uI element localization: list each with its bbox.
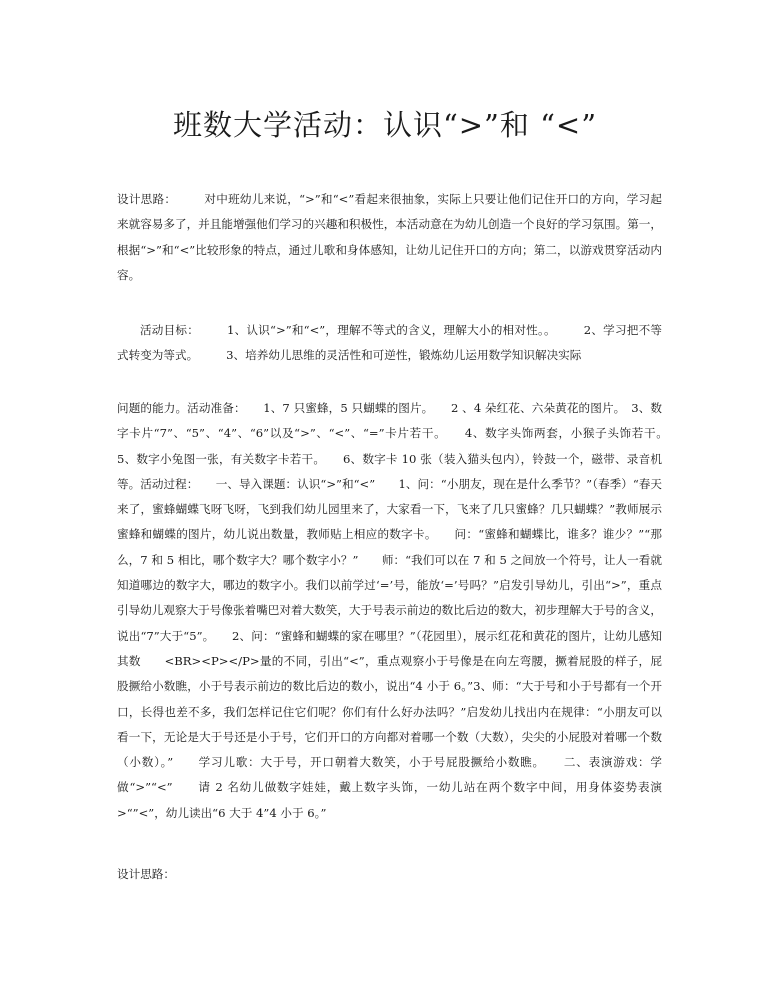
design-idea-paragraph: [117, 187, 662, 288]
objective-item-3: 3、培养幼儿思维的灵活性和可逆性，锻炼幼儿运用数学知识解决实际: [226, 348, 582, 363]
activity-body-paragraph: 问题的能力。活动准备： 1、7 只蜜蜂，5 只蝴蝶的图片。 2 、4 朵红花、六朵黄花的图片。 3、数字卡片“7”、“5”、“4”、“6”以及“>”、“<”、“=”卡片若干。 4、数字头饰两套，小猴子头饰若干。 5、数字小兔图一张，有关数字卡若干。 6、数字卡 10 张（装入猫头包内），铃鼓一个，磁带、录音机等。活动过程： 一、导入课题：认识“>”和“<” 1、问：“小朋友，现在是什么季节？”（春季）“春天来了，蜜蜂蝴蝶飞呀飞呀，飞到我们幼儿园里来了，大家看一下，飞来了几只蜜蜂？几只蝴蝶？”教师展示蜜蜂和蝴蝶的图片，幼儿说出数量，教师贴上相应的数字卡。 问：“蜜蜂和蝴蝶比，谁多？谁少？”“那么，7 和 5 相比，哪个数字大？哪个数字小？” 师：“我们可以在 7 和 5 之间放一个符号，让人一看就知道哪边的数字大，哪边的数字小。我们以前学过‘=’号，能放‘=’号吗？”启发引导幼儿，引出“>”，重点引导幼儿观察大于号像张着嘴巴对着大数笑，大于号表示前边的数比后边的数大，初步理解大于号的含义，说出“7”大于“5”。 2、问：“蜜蜂和蝴蝶的家在哪里？”（花园里），展示红花和黄花的图片，让幼儿感知其数 <BR><P></P>量的不同，引出“<”，重点观察小于号像是在向左弯腰，撅着屁股的样子，屁股撅给小数瞧，小于号表示前边的数比后边的数小，说出“4 小于 6。”3、师：“大于号和小于号都有一个开口，长得也差不多，我们怎样记住它们呢？你们有什么好办法吗？”启发幼儿找出内在规律：“小朋友可以看一下，无论是大于号还是小于号，它们开口的方向都对着哪一个数（大数），尖尖的小屁股对着哪一个数（小数）。” 学习儿歌：大于号，开口朝着大数笑，小于号屁股撅给小数瞧。 二、表演游戏：学做“>”“<” 请 2 名幼儿做数字娃娃，戴上数字头饰，一幼儿站在两个数字中间，用身体姿势表演>“”<”，幼儿读出“6 大于 4”4 小于 6。”: [117, 401, 686, 820]
document-title: 班数大学活动：认识“>”和 “<”: [172, 108, 598, 143]
objective-item-2: 2、学习把不等式转变为等式。: [117, 323, 662, 363]
design-idea-footer-label: 设计思路：: [117, 867, 175, 881]
design-idea-label: 设计思路：: [117, 192, 177, 206]
objectives-label: 活动目标：: [140, 323, 200, 337]
objective-item-1: 1、认识“>”和“<”，理解不等式的含义，理解大小的相对性。。: [227, 323, 556, 337]
objectives-paragraph: [117, 318, 662, 369]
design-idea-text: 对中班幼儿来说，“>”和“<”看起来很抽象，实际上只要让他们记住开口的方向，学习起来就容易多了，并且能增强他们学习的兴趣和积极性，本活动意在为幼儿创造一个良好的学习氛围。第一，根据“>”和“<”比较形象的特点，通过儿歌和身体感知，让幼儿记住开口的方向；第二，以游戏贯穿活动内容。: [117, 192, 662, 282]
